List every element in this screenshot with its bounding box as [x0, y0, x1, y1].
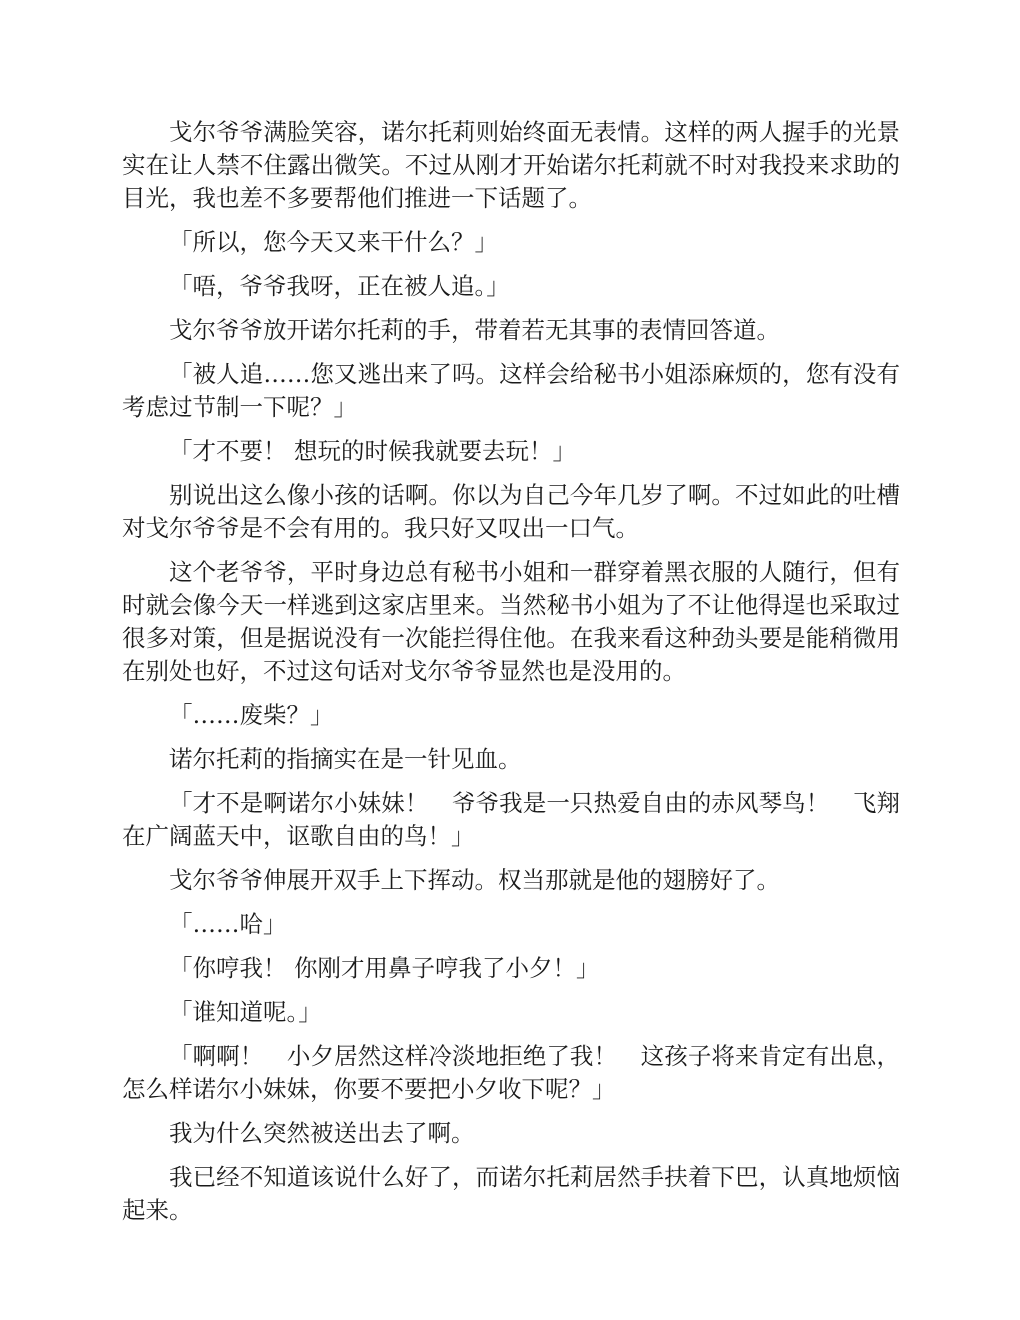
paragraph: 「才不要！ 想玩的时候我就要去玩！」 [169, 437, 576, 465]
paragraph: 「所以，您今天又来干什么？」 [169, 228, 498, 256]
paragraph: 「被人追……您又逃出来了吗。这样会给秘书小姐添麻烦的，您有没有考虑过节制一下呢？」 [122, 360, 900, 421]
paragraph: 这个老爷爷，平时身边总有秘书小姐和一群穿着黑衣服的人随行，但有时就会像今天一样逃到这家店里来。当然秘书小姐为了不让他得逞也采取过很多对策，但是据说没有一次能拦得住他。在我来看这种劲头要是能稍微用在别处也好，不过这句话对戈尔爷爷显然也是没用的。 [122, 558, 900, 685]
paragraph: 「啊啊！ 小夕居然这样冷淡地拒绝了我！ 这孩子将来肯定有出息，怎么样诺尔小妹妹，你要不要把小夕收下呢？」 [122, 1042, 900, 1103]
paragraph: 「唔，爷爷我呀，正在被人追。」 [169, 272, 510, 300]
paragraph: 别说出这么像小孩的话啊。你以为自己今年几岁了啊。不过如此的吐槽对戈尔爷爷是不会有用的。我只好又叹出一口气。 [122, 481, 900, 542]
paragraph: 「……哈」 [169, 910, 287, 938]
paragraph: 「……废柴？」 [169, 701, 334, 729]
paragraph: 诺尔托莉的指摘实在是一针见血。 [169, 745, 522, 773]
paragraph: 戈尔爷爷伸展开双手上下挥动。权当那就是他的翅膀好了。 [169, 866, 780, 894]
paragraph: 我已经不知道该说什么好了，而诺尔托莉居然手扶着下巴，认真地烦恼起来。 [122, 1163, 900, 1224]
paragraph: 戈尔爷爷满脸笑容，诺尔托莉则始终面无表情。这样的两人握手的光景实在让人禁不住露出微笑。不过从刚才开始诺尔托莉就不时对我投来求助的目光，我也差不多要帮他们推进一下话题了。 [122, 118, 900, 212]
paragraph: 「谁知道呢。」 [169, 998, 322, 1026]
paragraph: 「你哼我！ 你刚才用鼻子哼我了小夕！」 [169, 954, 600, 982]
document-page [122, 116, 900, 1238]
paragraph: 戈尔爷爷放开诺尔托莉的手，带着若无其事的表情回答道。 [169, 316, 780, 344]
paragraph: 「才不是啊诺尔小妹妹！ 爷爷我是一只热爱自由的赤风琴鸟！ 飞翔在广阔蓝天中，讴歌自由的鸟！」 [122, 789, 900, 850]
paragraph: 我为什么突然被送出去了啊。 [169, 1119, 475, 1147]
